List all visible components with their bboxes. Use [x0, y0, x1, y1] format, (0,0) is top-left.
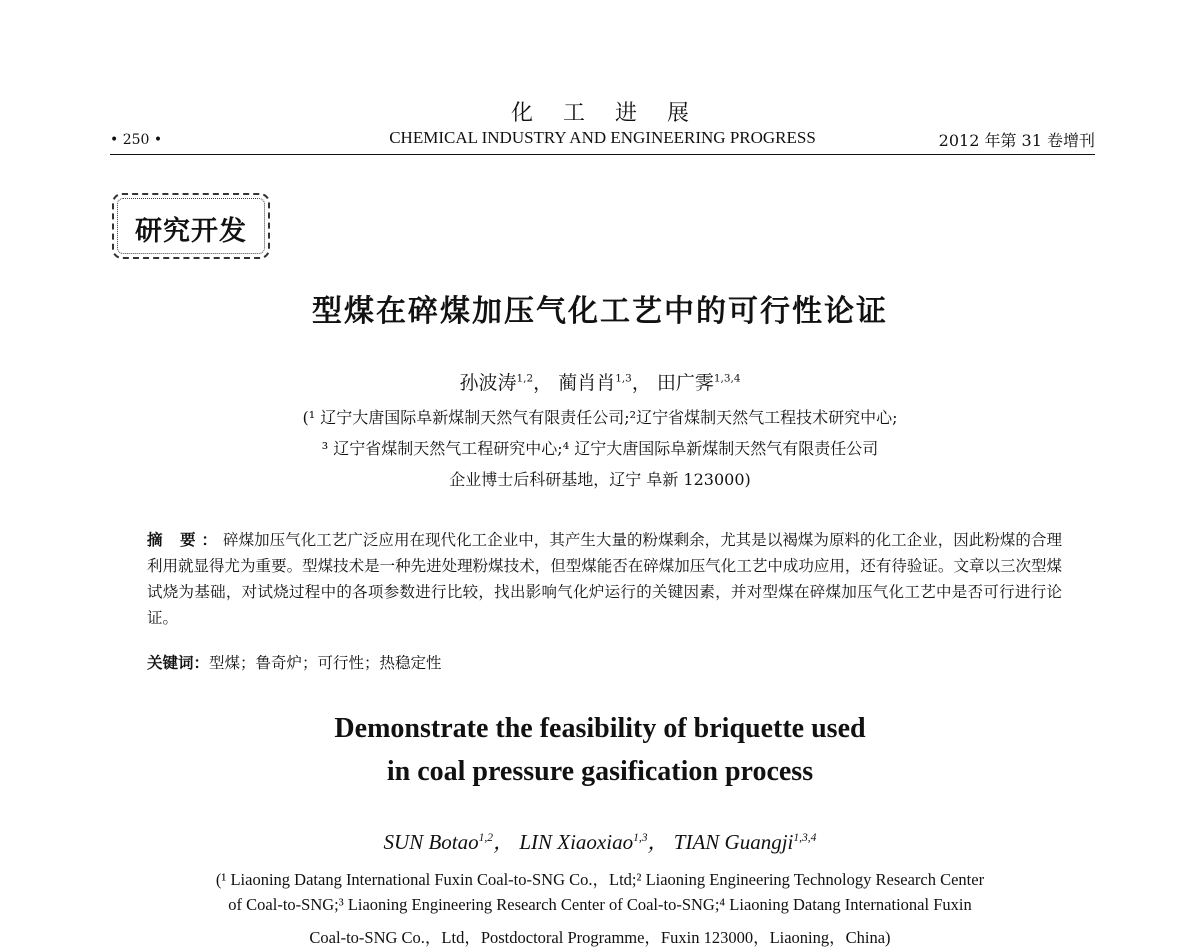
affiliation-cn-line: (¹ 辽宁大唐国际阜新煤制天然气有限责任公司;²辽宁省煤制天然气工程技术研究中心; — [302, 408, 898, 427]
issue-info: 2012 年第 31 卷增刊 — [938, 131, 1095, 150]
keywords — [147, 651, 1062, 673]
abstract-text: 碎煤加压气化工艺广泛应用在现代化工企业中，其产生大量的粉煤剩余，尤其是以褐煤为原料的化工企业，因此粉煤的合理利用就显得尤为重要。型煤技术是一种先进处理粉煤技术，但型煤能否在碎煤加压气化工艺中成功应用，还有待验证。文章以三次型煤试烧为基础，对试烧过程中的各项参数进行比较，找出影响气化炉运行的关键因素，并对型煤在碎煤加压气化工艺中是否可行进行论证。 — [147, 531, 1062, 627]
journal-title-cn: 化工进展 — [510, 101, 719, 126]
running-header — [110, 128, 1095, 154]
section-tag — [112, 193, 270, 259]
author-cn: 蔺肖肖$^{1,3}$， — [558, 372, 651, 394]
keywords-label: 关键词： — [147, 654, 210, 672]
author-list-en — [0, 826, 1200, 856]
author-cn: 田广霁$^{1,3,4}$ — [656, 372, 741, 394]
journal-title-en: CHEMICAL INDUSTRY AND ENGINEERING PROGRESS — [389, 128, 816, 147]
abstract-label: 摘 要： — [147, 531, 224, 549]
page-number: • 250 • — [110, 132, 163, 148]
section-tag-label: 研究开发 — [135, 216, 247, 247]
keywords-text: 型煤；鲁奇炉；可行性；热稳定性 — [209, 654, 442, 672]
affiliation-en-line: of Coal-to-SNG;³ Liaoning Engineering Research Center of Coal-to-SNG;⁴ Liaoning Datang International Fuxin — [228, 895, 972, 914]
affiliation-cn-line: ³ 辽宁省煤制天然气工程研究中心;⁴ 辽宁大唐国际阜新煤制天然气有限责任公司 — [321, 439, 879, 458]
abstract — [147, 527, 1062, 631]
affiliation-en-line: Coal-to-SNG Co.，Ltd，Postdoctoral Programme，Fuxin 123000，Liaoning，China) — [309, 928, 891, 947]
author-list-cn — [0, 368, 1200, 395]
affiliation-en-line: (¹ Liaoning Datang International Fuxin Coal-to-SNG Co.，Ltd;² Liaoning Engineering Technology Research Center — [215, 870, 985, 889]
author-cn: 孙波涛$^{1,2}$， — [459, 372, 553, 394]
author-en: LIN Xiaoxiao$^{1,3}$， — [519, 830, 669, 854]
paper-title-cn: 型煤在碎煤加压气化工艺中的可行性论证 — [312, 294, 888, 329]
author-en: SUN Botao$^{1,2}$， — [383, 830, 515, 854]
author-en: TIAN Guangji$^{1,3,4}$ — [673, 830, 817, 854]
affiliation-cn-line: 企业博士后科研基地，辽宁 阜新 123000) — [449, 470, 751, 489]
paper-title-en-line: Demonstrate the feasibility of briquette used — [334, 713, 866, 744]
header-rule — [110, 154, 1095, 155]
paper-title-en-line: in coal pressure gasification process — [386, 756, 814, 787]
